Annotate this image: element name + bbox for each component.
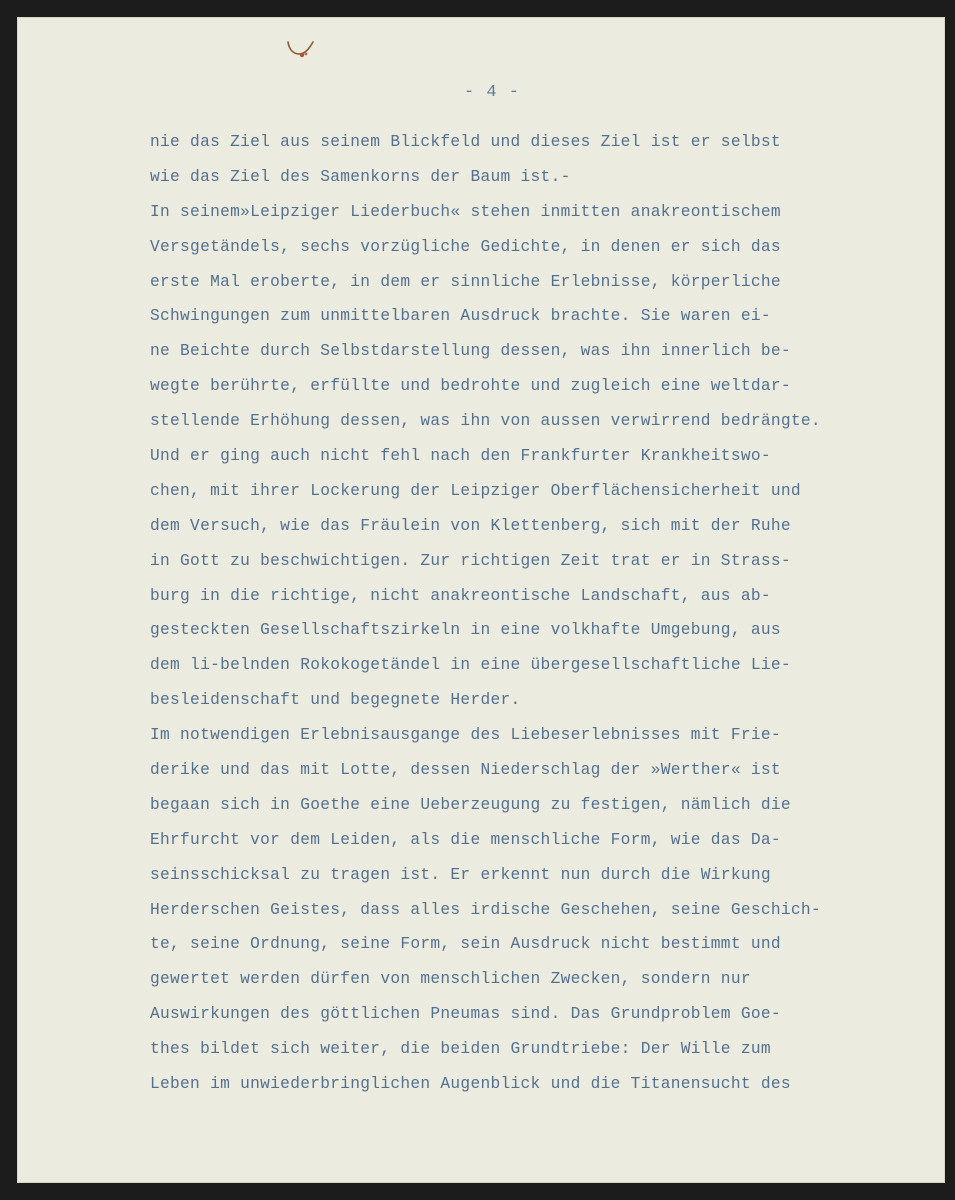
text-line: wie das Ziel des Samenkorns der Baum ist.- bbox=[150, 167, 571, 186]
body-text bbox=[150, 125, 910, 1102]
page-number: - 4 - bbox=[463, 83, 520, 102]
text-line: dem Versuch, wie das Fräulein von Klettenberg, sich mit der Ruhe bbox=[150, 516, 791, 535]
text-line: derike und das mit Lotte, dessen Niederschlag der »Werther« ist bbox=[150, 761, 781, 780]
text-line: In seinem»Leipziger Liederbuch« stehen inmitten anakreontischem bbox=[150, 202, 781, 221]
text-line: nie das Ziel aus seinem Blickfeld und dieses Ziel ist er selbst bbox=[150, 133, 781, 151]
document-page bbox=[17, 17, 945, 1183]
text-line: Schwingungen zum unmittelbaren Ausdruck brachte. Sie waren ei- bbox=[150, 307, 771, 326]
text-line: stellende Erhöhung dessen, was ihn von aussen verwirrend bedrängte. bbox=[150, 412, 821, 431]
text-line: Leben im unwiederbringlichen Augenblick und die Titanensucht des bbox=[150, 1075, 791, 1094]
text-line: chen, mit ihrer Lockerung der Leipziger Oberflächensicherheit und bbox=[150, 481, 801, 500]
text-line: ne Beichte durch Selbstdarstellung dessen, was ihn innerlich be- bbox=[150, 342, 791, 361]
text-line: dem li-belnden Rokokogetändel in eine übergesellschaftliche Lie- bbox=[150, 656, 791, 675]
text-line: te, seine Ordnung, seine Form, sein Ausdruck nicht bestimmt und bbox=[150, 935, 781, 954]
text-line: begaan sich in Goethe eine Ueberzeugung zu festigen, nämlich die bbox=[150, 795, 791, 814]
text-line: Im notwendigen Erlebnisausgange des Liebeserlebnisses mit Frie- bbox=[150, 726, 781, 745]
text-line: gesteckten Gesellschaftszirkeln in eine volkhafte Umgebung, aus bbox=[150, 621, 781, 640]
text-line: Herderschen Geistes, dass alles irdische Geschehen, seine Geschich- bbox=[150, 900, 821, 919]
text-line: thes bildet sich weiter, die beiden Grundtriebe: Der Wille zum bbox=[150, 1040, 771, 1059]
text-line: Auswirkungen des göttlichen Pneumas sind. Das Grundproblem Goe- bbox=[150, 1005, 781, 1024]
text-line: wegte berührte, erfüllte und bedrohte und zugleich eine weltdar- bbox=[150, 377, 791, 396]
text-line: Versgetändels, sechs vorzügliche Gedichte, in denen er sich das bbox=[150, 237, 781, 256]
text-line: gewertet werden dürfen von menschlichen Zwecken, sondern nur bbox=[150, 970, 751, 989]
text-line: seinsschicksal zu tragen ist. Er erkennt nun durch die Wirkung bbox=[150, 865, 771, 884]
text-line: in Gott zu beschwichtigen. Zur richtigen Zeit trat er in Strass- bbox=[150, 551, 791, 570]
text-line: Ehrfurcht vor dem Leiden, als die menschliche Form, wie das Da- bbox=[150, 830, 781, 849]
ink-mark bbox=[285, 39, 315, 61]
text-line: erste Mal eroberte, in dem er sinnliche Erlebnisse, körperliche bbox=[150, 272, 781, 291]
text-line: besleidenschaft und begegnete Herder. bbox=[150, 691, 521, 710]
text-line: Und er ging auch nicht fehl nach den Frankfurter Krankheitswo- bbox=[150, 447, 771, 466]
text-line: burg in die richtige, nicht anakreontische Landschaft, aus ab- bbox=[150, 586, 771, 605]
